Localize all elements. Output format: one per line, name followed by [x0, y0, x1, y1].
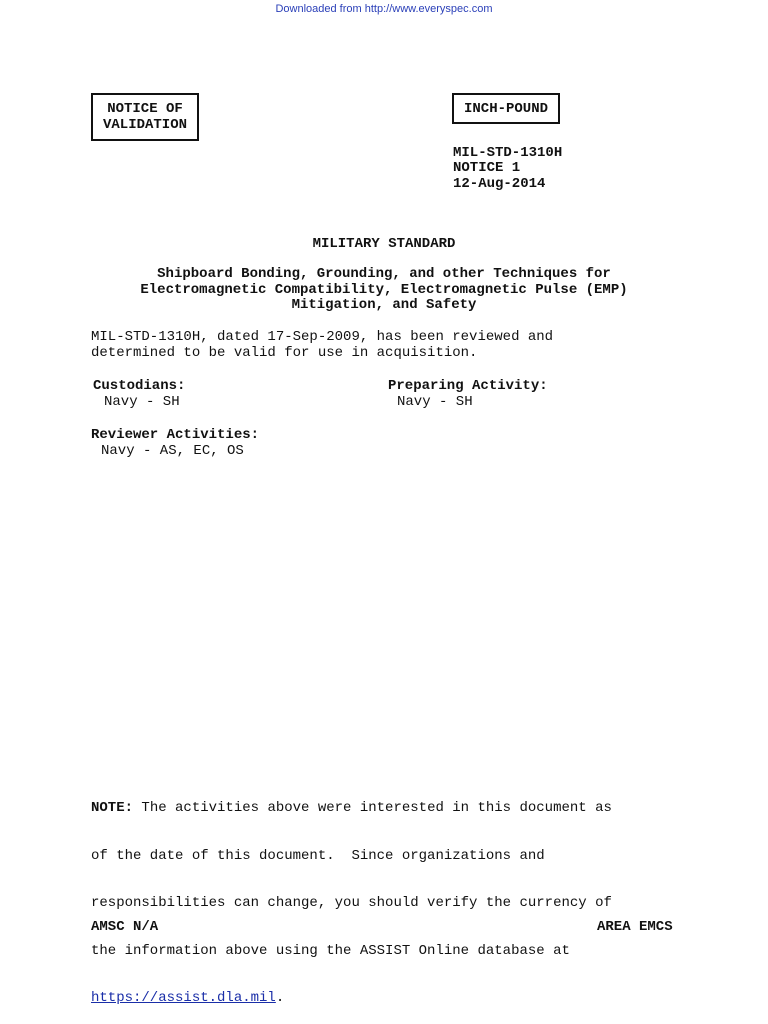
- note-line-2: of the date of this document. Since organizations and: [91, 847, 545, 864]
- custodians-value: Navy - SH: [104, 394, 180, 410]
- title-line-1: Shipboard Bonding, Grounding, and other Techniques for: [157, 266, 611, 282]
- validation-statement: [91, 329, 651, 361]
- download-banner-text: Downloaded from http://www.everyspec.com: [275, 3, 493, 15]
- area-code: AREA EMCS: [597, 919, 673, 935]
- preparing-activity-value: Navy - SH: [397, 394, 473, 410]
- assist-database-link[interactable]: https://assist.dla.mil: [91, 990, 276, 1006]
- document-number: MIL-STD-1310H: [453, 145, 563, 161]
- note-line-3: responsibilities can change, you should verify the currency of: [91, 895, 612, 911]
- amsc-number: AMSC N/A: [91, 919, 159, 935]
- notice-number: NOTICE 1: [453, 160, 521, 176]
- note-line-4: the information above using the ASSIST Online database at: [91, 942, 570, 959]
- reviewer-activities-label: Reviewer Activities:: [91, 427, 260, 443]
- notice-box-line1: NOTICE OF: [107, 101, 183, 117]
- custodians-label: Custodians:: [93, 378, 186, 394]
- notice-of-validation-box: [91, 93, 199, 141]
- validation-line-2: determined to be valid for use in acquisition.: [91, 345, 478, 361]
- note-label: NOTE:: [91, 800, 134, 816]
- note-link-period: .: [275, 990, 285, 1006]
- note-line-1-text: The activities above were interested in this document as: [133, 800, 612, 816]
- note-line-1: [91, 801, 671, 817]
- notice-box-line2: VALIDATION: [102, 117, 187, 133]
- document-heading: MILITARY STANDARD: [312, 236, 456, 252]
- preparing-activity-label: Preparing Activity:: [388, 378, 548, 394]
- inch-pound-box: [452, 93, 560, 124]
- note-line-5: [91, 991, 671, 1007]
- note-paragraph: [91, 769, 671, 1023]
- download-banner: [0, 3, 768, 15]
- title-line-2: Electromagnetic Compatibility, Electromagnetic Pulse (EMP): [140, 281, 628, 298]
- title-line-3: Mitigation, and Safety: [291, 297, 477, 313]
- validation-line-1: MIL-STD-1310H, dated 17-Sep-2009, has been reviewed and: [91, 329, 554, 345]
- inch-pound-label: INCH-POUND: [463, 101, 548, 117]
- document-title: [80, 267, 688, 314]
- reviewer-activities-value: Navy - AS, EC, OS: [101, 443, 244, 459]
- notice-date: 12-Aug-2014: [453, 176, 546, 192]
